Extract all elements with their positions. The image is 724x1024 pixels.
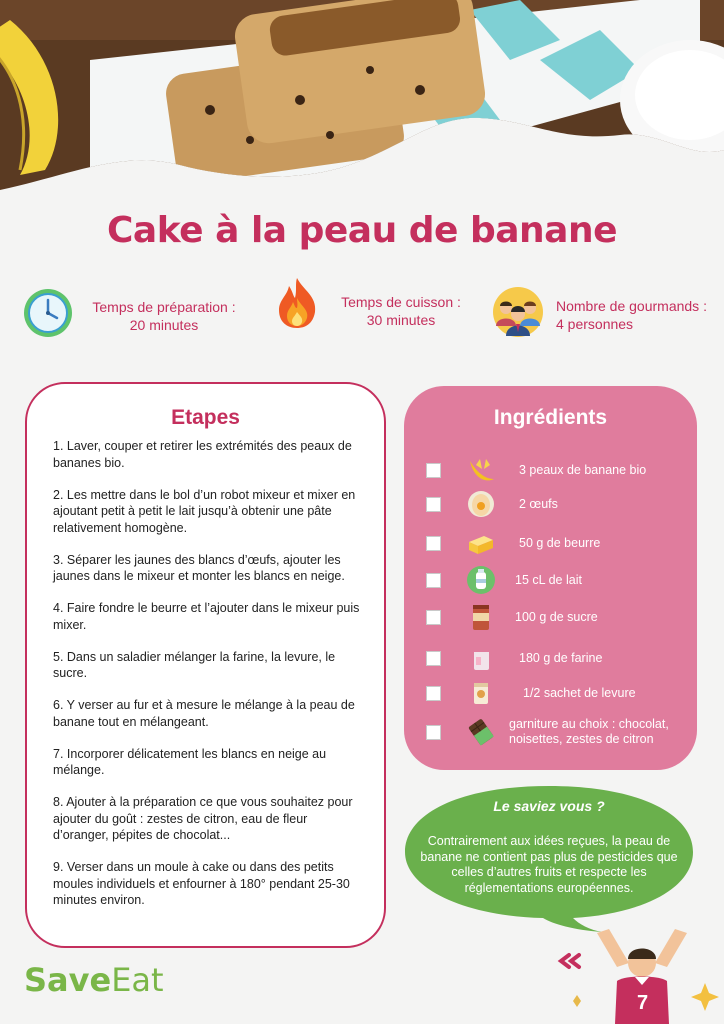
saveeat-logo (24, 961, 164, 999)
people-label: Nombre de gourmands : (556, 297, 707, 314)
ingredient-checkbox[interactable] (426, 497, 441, 512)
step-item: 9. Verser dans un moule à cake ou dans des petits moules individuels et enfourner à 180° pendant 25-30 minutes environ. (53, 860, 350, 907)
ingredient-row (426, 454, 686, 486)
ingredient-label: 3 peaux de banane bio (519, 462, 647, 477)
ingredient-checkbox[interactable] (426, 725, 441, 740)
step-item: 3. Séparer les jaunes des blancs d’œufs, ajouter les jaunes dans le mixeur et monter les blancs en neige. (53, 552, 345, 583)
step-item: 1. Laver, couper et retirer les extrémités des peaux de bananes bio. (53, 439, 352, 470)
ingredient-checkbox[interactable] (426, 651, 441, 666)
page-number: 7 (637, 992, 649, 1014)
clock-icon (22, 287, 74, 344)
tip-text: Contrairement aux idées reçues, la peau de banane ne contient pas plus de pesticides que celles d’autres fruits et respecte les réglementations européennes. (420, 834, 678, 895)
step-item: 6. Y verser au fur et à mesure le mélange à la peau de banane tout en mélangeant. (53, 698, 355, 729)
cook-time-value: 30 minutes (366, 311, 436, 328)
ingredient-checkbox[interactable] (426, 463, 441, 478)
people-value: 4 personnes (556, 315, 634, 332)
step-item: 8. Ajouter à la préparation ce que vous souhaitez pour ajouter du goût : zestes de citron, eau de fleur d’oranger, pépites de chocolat... (53, 795, 353, 842)
ingredient-label: 1/2 sachet de levure (523, 685, 636, 700)
cook-time-info (273, 276, 471, 335)
logo-part-save: Save (24, 961, 112, 999)
step-item: 2. Les mettre dans le bol d’un robot mixeur et mixer en ajoutant petit à petit le lait jusqu’à obtenir une pâte relativement homogène. (53, 487, 356, 535)
hero-image (0, 0, 724, 200)
footer-illustration (555, 925, 724, 1024)
page-title: Cake à la peau de banane (106, 210, 618, 251)
ingredient-label: 180 g de farine (519, 650, 603, 665)
ingredient-checkbox[interactable] (426, 610, 441, 625)
ingredient-row (426, 488, 686, 520)
steps-list (53, 438, 365, 924)
logo-part-eat: Eat (111, 961, 164, 999)
ingredient-row (426, 716, 686, 748)
yeast-icon (465, 677, 497, 709)
prep-time-info (22, 287, 244, 344)
ingredient-label: 100 g de sucre (515, 609, 598, 624)
cook-time-label: Temps de cuisson : (341, 293, 461, 310)
step-item: 7. Incorporer délicatement les blancs en neige au mélange. (53, 746, 327, 777)
tip-title: Le saviez vous ? (493, 798, 605, 814)
flour-icon (465, 642, 497, 674)
egg-icon (465, 488, 497, 520)
ingredient-label: 50 g de beurre (519, 535, 601, 550)
prep-time-value: 20 minutes (129, 316, 199, 333)
banana-icon (465, 454, 497, 486)
steps-title: Etapes (171, 406, 240, 429)
ingredient-row (426, 527, 686, 559)
people-info (492, 286, 724, 343)
butter-icon (465, 527, 497, 559)
ingredients-panel (404, 386, 697, 770)
ingredient-row (426, 677, 686, 709)
prep-time-label: Temps de préparation : (92, 298, 236, 315)
ingredient-label: 15 cL de lait (515, 572, 582, 587)
people-icon (492, 286, 544, 343)
tip-bubble (403, 784, 695, 932)
ingredient-checkbox[interactable] (426, 536, 441, 551)
ingredient-row (426, 564, 686, 596)
steps-panel (25, 382, 386, 948)
ingredient-label: 2 œufs (519, 496, 558, 511)
ingredient-row (426, 601, 686, 633)
ingredients-title: Ingrédients (493, 406, 608, 429)
chocolate-icon (465, 716, 497, 748)
double-chevron-icon (561, 955, 579, 967)
sugar-icon (465, 601, 497, 633)
step-item: 4. Faire fondre le beurre et l’ajouter dans le mixeur puis mixer. (53, 601, 360, 632)
step-item: 5. Dans un saladier mélanger la farine, la levure, le sucre. (53, 649, 336, 680)
flame-icon (273, 276, 321, 335)
ingredient-checkbox[interactable] (426, 573, 441, 588)
ingredient-checkbox[interactable] (426, 686, 441, 701)
milk-icon (465, 564, 497, 596)
ingredient-row (426, 642, 686, 674)
ingredient-label: garniture au choix : chocolat, noisettes, zestes de citron (509, 717, 669, 746)
